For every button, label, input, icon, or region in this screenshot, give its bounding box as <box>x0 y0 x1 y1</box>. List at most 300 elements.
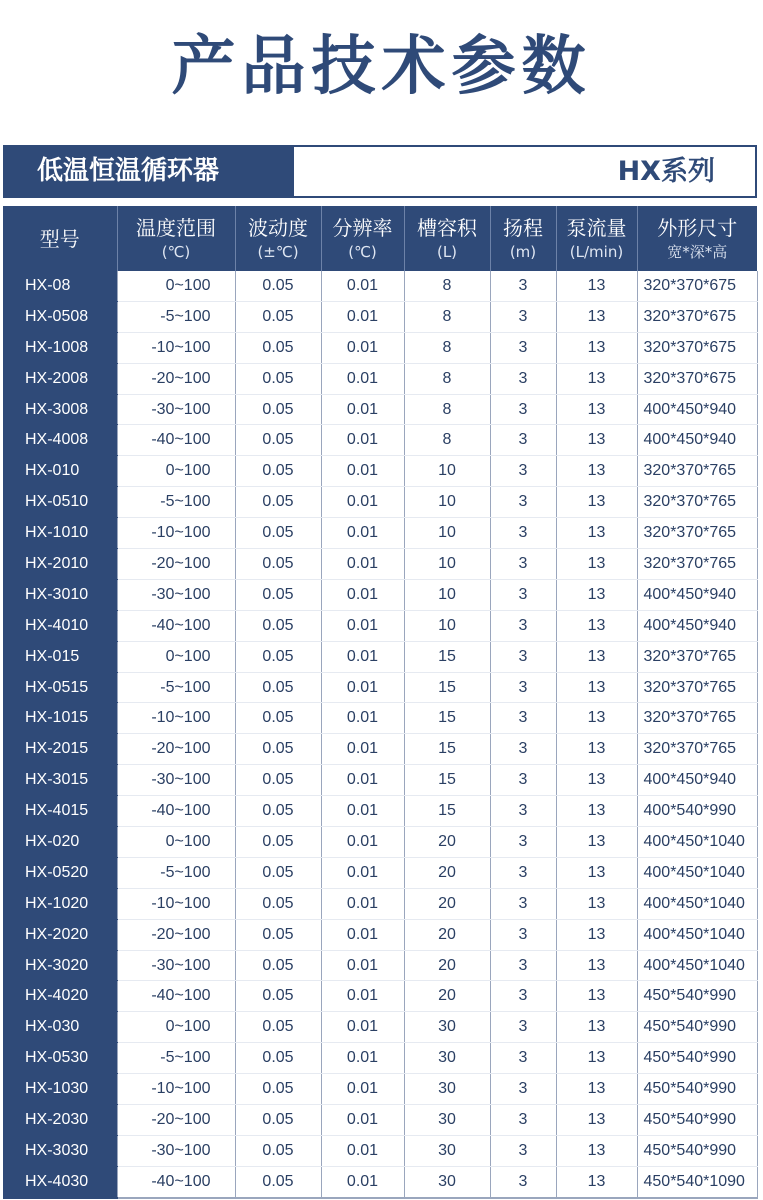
column-header-dimensions <box>637 206 757 271</box>
table-row <box>3 487 757 518</box>
table-row <box>3 981 757 1012</box>
cell-pump-flow: 13 <box>556 1074 637 1105</box>
table-row <box>3 1074 757 1105</box>
cell-model: HX-4008 <box>3 425 117 456</box>
table-row <box>3 765 757 796</box>
cell-pump-flow: 13 <box>556 641 637 672</box>
cell-tank-volume: 15 <box>404 641 490 672</box>
cell-pump-head: 3 <box>490 363 556 394</box>
cell-fluctuation: 0.05 <box>235 549 321 580</box>
cell-model: HX-4010 <box>3 610 117 641</box>
cell-pump-flow: 13 <box>556 703 637 734</box>
cell-pump-flow: 13 <box>556 734 637 765</box>
cell-model: HX-3020 <box>3 950 117 981</box>
cell-tank-volume: 15 <box>404 734 490 765</box>
cell-pump-flow: 13 <box>556 610 637 641</box>
cell-pump-head: 3 <box>490 734 556 765</box>
cell-tank-volume: 8 <box>404 363 490 394</box>
cell-pump-head: 3 <box>490 271 556 301</box>
cell-fluctuation: 0.05 <box>235 1135 321 1166</box>
table-row <box>3 1043 757 1074</box>
cell-fluctuation: 0.05 <box>235 919 321 950</box>
cell-temp-range: -20~100 <box>117 1105 235 1136</box>
cell-fluctuation: 0.05 <box>235 703 321 734</box>
cell-tank-volume: 30 <box>404 1105 490 1136</box>
cell-model: HX-2030 <box>3 1105 117 1136</box>
cell-dimensions: 320*370*765 <box>637 518 757 549</box>
cell-fluctuation: 0.05 <box>235 579 321 610</box>
table-row <box>3 1012 757 1043</box>
cell-resolution: 0.01 <box>321 1012 404 1043</box>
cell-temp-range: -5~100 <box>117 672 235 703</box>
cell-fluctuation: 0.05 <box>235 610 321 641</box>
table-row <box>3 888 757 919</box>
column-header-unit: (℃) <box>161 242 191 261</box>
cell-pump-head: 3 <box>490 796 556 827</box>
cell-resolution: 0.01 <box>321 518 404 549</box>
table-body <box>3 271 757 1198</box>
cell-pump-flow: 13 <box>556 332 637 363</box>
cell-tank-volume: 15 <box>404 796 490 827</box>
cell-pump-flow: 13 <box>556 425 637 456</box>
cell-resolution: 0.01 <box>321 579 404 610</box>
cell-tank-volume: 10 <box>404 610 490 641</box>
cell-pump-head: 3 <box>490 703 556 734</box>
table-row <box>3 796 757 827</box>
cell-fluctuation: 0.05 <box>235 487 321 518</box>
cell-dimensions: 400*450*940 <box>637 765 757 796</box>
cell-pump-head: 3 <box>490 888 556 919</box>
cell-fluctuation: 0.05 <box>235 641 321 672</box>
cell-pump-head: 3 <box>490 827 556 858</box>
cell-tank-volume: 20 <box>404 827 490 858</box>
column-header-temp-range <box>117 206 235 271</box>
cell-pump-head: 3 <box>490 332 556 363</box>
cell-pump-flow: 13 <box>556 1012 637 1043</box>
cell-temp-range: 0~100 <box>117 271 235 301</box>
cell-model: HX-4020 <box>3 981 117 1012</box>
cell-dimensions: 400*450*1040 <box>637 919 757 950</box>
cell-temp-range: 0~100 <box>117 827 235 858</box>
cell-resolution: 0.01 <box>321 827 404 858</box>
cell-tank-volume: 20 <box>404 981 490 1012</box>
cell-pump-head: 3 <box>490 672 556 703</box>
cell-fluctuation: 0.05 <box>235 271 321 301</box>
cell-model: HX-1020 <box>3 888 117 919</box>
cell-tank-volume: 8 <box>404 301 490 332</box>
cell-model: HX-2020 <box>3 919 117 950</box>
cell-fluctuation: 0.05 <box>235 765 321 796</box>
cell-pump-flow: 13 <box>556 888 637 919</box>
cell-temp-range: -20~100 <box>117 734 235 765</box>
cell-temp-range: -20~100 <box>117 919 235 950</box>
cell-resolution: 0.01 <box>321 394 404 425</box>
cell-pump-flow: 13 <box>556 456 637 487</box>
cell-dimensions: 320*370*765 <box>637 703 757 734</box>
cell-model: HX-0530 <box>3 1043 117 1074</box>
table-row <box>3 456 757 487</box>
cell-model: HX-4030 <box>3 1166 117 1197</box>
cell-dimensions: 450*540*990 <box>637 1105 757 1136</box>
cell-fluctuation: 0.05 <box>235 796 321 827</box>
cell-dimensions: 320*370*675 <box>637 363 757 394</box>
cell-dimensions: 400*450*1040 <box>637 888 757 919</box>
table-row <box>3 425 757 456</box>
cell-resolution: 0.01 <box>321 1105 404 1136</box>
column-header-unit: (L) <box>436 242 458 261</box>
cell-tank-volume: 30 <box>404 1074 490 1105</box>
table-row <box>3 1135 757 1166</box>
cell-temp-range: -40~100 <box>117 981 235 1012</box>
column-header-label: 分辨率 <box>332 215 393 240</box>
cell-dimensions: 320*370*765 <box>637 487 757 518</box>
cell-model: HX-1030 <box>3 1074 117 1105</box>
table-row <box>3 734 757 765</box>
cell-pump-flow: 13 <box>556 1043 637 1074</box>
cell-tank-volume: 8 <box>404 271 490 301</box>
cell-pump-flow: 13 <box>556 765 637 796</box>
cell-pump-flow: 13 <box>556 981 637 1012</box>
cell-tank-volume: 8 <box>404 425 490 456</box>
cell-resolution: 0.01 <box>321 425 404 456</box>
cell-pump-head: 3 <box>490 1012 556 1043</box>
cell-model: HX-3030 <box>3 1135 117 1166</box>
cell-dimensions: 320*370*765 <box>637 734 757 765</box>
cell-dimensions: 450*540*990 <box>637 1043 757 1074</box>
cell-dimensions: 320*370*765 <box>637 456 757 487</box>
cell-pump-head: 3 <box>490 1074 556 1105</box>
cell-dimensions: 450*540*990 <box>637 1012 757 1043</box>
cell-resolution: 0.01 <box>321 919 404 950</box>
column-header-pump-flow <box>556 206 637 271</box>
column-header-label: 型号 <box>39 226 80 251</box>
cell-pump-head: 3 <box>490 487 556 518</box>
column-header-model <box>3 206 117 271</box>
spec-table <box>3 206 758 1199</box>
cell-pump-head: 3 <box>490 950 556 981</box>
cell-pump-head: 3 <box>490 1135 556 1166</box>
table-row <box>3 672 757 703</box>
cell-pump-flow: 13 <box>556 672 637 703</box>
cell-resolution: 0.01 <box>321 888 404 919</box>
cell-fluctuation: 0.05 <box>235 394 321 425</box>
cell-pump-head: 3 <box>490 1043 556 1074</box>
column-header-unit: (m) <box>509 242 537 261</box>
cell-tank-volume: 8 <box>404 332 490 363</box>
cell-dimensions: 450*540*1090 <box>637 1166 757 1197</box>
table-row <box>3 703 757 734</box>
cell-model: HX-2008 <box>3 363 117 394</box>
cell-resolution: 0.01 <box>321 672 404 703</box>
cell-pump-head: 3 <box>490 857 556 888</box>
cell-tank-volume: 30 <box>404 1166 490 1197</box>
column-header-unit: (L/min) <box>569 242 624 261</box>
table-row <box>3 332 757 363</box>
cell-tank-volume: 15 <box>404 765 490 796</box>
cell-temp-range: 0~100 <box>117 641 235 672</box>
cell-pump-flow: 13 <box>556 796 637 827</box>
cell-pump-flow: 13 <box>556 1105 637 1136</box>
cell-temp-range: -40~100 <box>117 425 235 456</box>
cell-dimensions: 400*450*1040 <box>637 950 757 981</box>
cell-tank-volume: 20 <box>404 950 490 981</box>
cell-fluctuation: 0.05 <box>235 1074 321 1105</box>
cell-dimensions: 450*540*990 <box>637 981 757 1012</box>
cell-resolution: 0.01 <box>321 857 404 888</box>
cell-dimensions: 400*450*940 <box>637 425 757 456</box>
cell-temp-range: -10~100 <box>117 518 235 549</box>
cell-pump-head: 3 <box>490 981 556 1012</box>
cell-temp-range: -30~100 <box>117 950 235 981</box>
cell-tank-volume: 30 <box>404 1043 490 1074</box>
cell-model: HX-1015 <box>3 703 117 734</box>
column-header-label: 泵流量 <box>566 215 627 240</box>
cell-model: HX-08 <box>3 271 117 301</box>
cell-tank-volume: 10 <box>404 487 490 518</box>
column-header-label: 外形尺寸 <box>657 215 738 240</box>
column-header-unit: (℃) <box>348 242 377 261</box>
cell-fluctuation: 0.05 <box>235 1166 321 1197</box>
cell-fluctuation: 0.05 <box>235 363 321 394</box>
cell-temp-range: -30~100 <box>117 1135 235 1166</box>
cell-tank-volume: 20 <box>404 919 490 950</box>
cell-tank-volume: 20 <box>404 888 490 919</box>
table-header-row <box>3 206 757 271</box>
table-row <box>3 610 757 641</box>
cell-pump-head: 3 <box>490 641 556 672</box>
cell-fluctuation: 0.05 <box>235 456 321 487</box>
cell-model: HX-3010 <box>3 579 117 610</box>
cell-temp-range: -20~100 <box>117 549 235 580</box>
page-title: 产品技术参数 <box>171 30 592 104</box>
cell-temp-range: -5~100 <box>117 301 235 332</box>
cell-tank-volume: 10 <box>404 456 490 487</box>
cell-pump-head: 3 <box>490 301 556 332</box>
cell-resolution: 0.01 <box>321 765 404 796</box>
cell-pump-flow: 13 <box>556 1166 637 1197</box>
table-row <box>3 1166 757 1197</box>
cell-resolution: 0.01 <box>321 549 404 580</box>
column-header-label: 波动度 <box>248 215 308 240</box>
cell-dimensions: 400*450*940 <box>637 579 757 610</box>
cell-model: HX-0515 <box>3 672 117 703</box>
table-row <box>3 827 757 858</box>
cell-temp-range: 0~100 <box>117 1012 235 1043</box>
cell-tank-volume: 30 <box>404 1012 490 1043</box>
series-label: HX系列 <box>617 156 715 187</box>
cell-pump-flow: 13 <box>556 579 637 610</box>
cell-dimensions: 400*450*1040 <box>637 827 757 858</box>
cell-fluctuation: 0.05 <box>235 888 321 919</box>
column-header-unit: 宽*深*高 <box>667 242 728 261</box>
cell-temp-range: -40~100 <box>117 610 235 641</box>
cell-dimensions: 400*450*940 <box>637 610 757 641</box>
cell-pump-flow: 13 <box>556 301 637 332</box>
cell-temp-range: -40~100 <box>117 796 235 827</box>
cell-pump-head: 3 <box>490 1105 556 1136</box>
cell-resolution: 0.01 <box>321 1166 404 1197</box>
cell-fluctuation: 0.05 <box>235 301 321 332</box>
cell-model: HX-2015 <box>3 734 117 765</box>
cell-pump-head: 3 <box>490 1166 556 1197</box>
cell-model: HX-1008 <box>3 332 117 363</box>
cell-pump-head: 3 <box>490 394 556 425</box>
cell-pump-flow: 13 <box>556 1135 637 1166</box>
cell-tank-volume: 10 <box>404 518 490 549</box>
cell-temp-range: -40~100 <box>117 1166 235 1197</box>
cell-temp-range: -5~100 <box>117 1043 235 1074</box>
cell-fluctuation: 0.05 <box>235 672 321 703</box>
cell-resolution: 0.01 <box>321 981 404 1012</box>
section-title-bar <box>3 145 757 198</box>
table-row <box>3 549 757 580</box>
table-row <box>3 271 757 301</box>
cell-fluctuation: 0.05 <box>235 1105 321 1136</box>
cell-pump-flow: 13 <box>556 394 637 425</box>
cell-pump-flow: 13 <box>556 271 637 301</box>
cell-model: HX-3008 <box>3 394 117 425</box>
cell-resolution: 0.01 <box>321 271 404 301</box>
cell-resolution: 0.01 <box>321 610 404 641</box>
cell-temp-range: -10~100 <box>117 703 235 734</box>
section-title: 低温恒温循环器 <box>5 147 294 196</box>
cell-fluctuation: 0.05 <box>235 425 321 456</box>
cell-model: HX-010 <box>3 456 117 487</box>
cell-pump-head: 3 <box>490 610 556 641</box>
cell-pump-flow: 13 <box>556 857 637 888</box>
cell-tank-volume: 30 <box>404 1135 490 1166</box>
cell-tank-volume: 10 <box>404 579 490 610</box>
table-row <box>3 641 757 672</box>
cell-pump-head: 3 <box>490 518 556 549</box>
cell-model: HX-030 <box>3 1012 117 1043</box>
cell-dimensions: 320*370*675 <box>637 271 757 301</box>
column-header-resolution <box>321 206 404 271</box>
cell-fluctuation: 0.05 <box>235 950 321 981</box>
cell-dimensions: 400*450*940 <box>637 394 757 425</box>
cell-dimensions: 450*540*990 <box>637 1074 757 1105</box>
cell-resolution: 0.01 <box>321 796 404 827</box>
cell-pump-flow: 13 <box>556 363 637 394</box>
cell-pump-head: 3 <box>490 579 556 610</box>
cell-temp-range: -30~100 <box>117 394 235 425</box>
cell-model: HX-2010 <box>3 549 117 580</box>
table-row <box>3 363 757 394</box>
cell-fluctuation: 0.05 <box>235 827 321 858</box>
cell-fluctuation: 0.05 <box>235 518 321 549</box>
cell-tank-volume: 10 <box>404 549 490 580</box>
table-row <box>3 301 757 332</box>
column-header-label: 槽容积 <box>417 215 477 240</box>
cell-pump-flow: 13 <box>556 487 637 518</box>
cell-fluctuation: 0.05 <box>235 332 321 363</box>
cell-pump-flow: 13 <box>556 549 637 580</box>
column-header-label: 扬程 <box>503 215 543 240</box>
table-row <box>3 518 757 549</box>
cell-temp-range: -10~100 <box>117 332 235 363</box>
cell-temp-range: -30~100 <box>117 579 235 610</box>
cell-temp-range: -10~100 <box>117 888 235 919</box>
cell-model: HX-3015 <box>3 765 117 796</box>
cell-resolution: 0.01 <box>321 734 404 765</box>
cell-temp-range: 0~100 <box>117 456 235 487</box>
cell-model: HX-0520 <box>3 857 117 888</box>
column-header-label: 温度范围 <box>136 215 216 240</box>
cell-fluctuation: 0.05 <box>235 981 321 1012</box>
cell-resolution: 0.01 <box>321 703 404 734</box>
cell-resolution: 0.01 <box>321 456 404 487</box>
column-header-pump-head <box>490 206 556 271</box>
cell-resolution: 0.01 <box>321 332 404 363</box>
cell-temp-range: -10~100 <box>117 1074 235 1105</box>
cell-tank-volume: 15 <box>404 672 490 703</box>
cell-pump-head: 3 <box>490 456 556 487</box>
cell-model: HX-1010 <box>3 518 117 549</box>
table-row <box>3 950 757 981</box>
cell-resolution: 0.01 <box>321 641 404 672</box>
cell-temp-range: -5~100 <box>117 487 235 518</box>
cell-fluctuation: 0.05 <box>235 1043 321 1074</box>
cell-pump-head: 3 <box>490 919 556 950</box>
cell-resolution: 0.01 <box>321 301 404 332</box>
cell-resolution: 0.01 <box>321 487 404 518</box>
cell-pump-head: 3 <box>490 549 556 580</box>
table-row <box>3 919 757 950</box>
cell-pump-flow: 13 <box>556 950 637 981</box>
cell-model: HX-020 <box>3 827 117 858</box>
cell-resolution: 0.01 <box>321 950 404 981</box>
cell-tank-volume: 15 <box>404 703 490 734</box>
cell-model: HX-0510 <box>3 487 117 518</box>
cell-dimensions: 320*370*765 <box>637 641 757 672</box>
cell-fluctuation: 0.05 <box>235 1012 321 1043</box>
table-row <box>3 857 757 888</box>
cell-pump-flow: 13 <box>556 827 637 858</box>
cell-model: HX-015 <box>3 641 117 672</box>
cell-resolution: 0.01 <box>321 1135 404 1166</box>
table-row <box>3 1105 757 1136</box>
table-row <box>3 394 757 425</box>
cell-pump-flow: 13 <box>556 518 637 549</box>
cell-dimensions: 400*540*990 <box>637 796 757 827</box>
cell-resolution: 0.01 <box>321 1043 404 1074</box>
cell-fluctuation: 0.05 <box>235 857 321 888</box>
column-header-tank-volume <box>404 206 490 271</box>
cell-dimensions: 400*450*1040 <box>637 857 757 888</box>
cell-pump-flow: 13 <box>556 919 637 950</box>
cell-tank-volume: 8 <box>404 394 490 425</box>
cell-model: HX-0508 <box>3 301 117 332</box>
column-header-unit: (±℃) <box>257 242 299 261</box>
cell-pump-head: 3 <box>490 765 556 796</box>
column-header-fluctuation <box>235 206 321 271</box>
cell-dimensions: 320*370*765 <box>637 549 757 580</box>
cell-temp-range: -5~100 <box>117 857 235 888</box>
cell-dimensions: 450*540*990 <box>637 1135 757 1166</box>
cell-temp-range: -30~100 <box>117 765 235 796</box>
table-row <box>3 579 757 610</box>
cell-fluctuation: 0.05 <box>235 734 321 765</box>
cell-resolution: 0.01 <box>321 1074 404 1105</box>
cell-pump-head: 3 <box>490 425 556 456</box>
cell-resolution: 0.01 <box>321 363 404 394</box>
cell-dimensions: 320*370*675 <box>637 301 757 332</box>
cell-model: HX-4015 <box>3 796 117 827</box>
cell-temp-range: -20~100 <box>117 363 235 394</box>
cell-dimensions: 320*370*765 <box>637 672 757 703</box>
cell-dimensions: 320*370*675 <box>637 332 757 363</box>
cell-tank-volume: 20 <box>404 857 490 888</box>
